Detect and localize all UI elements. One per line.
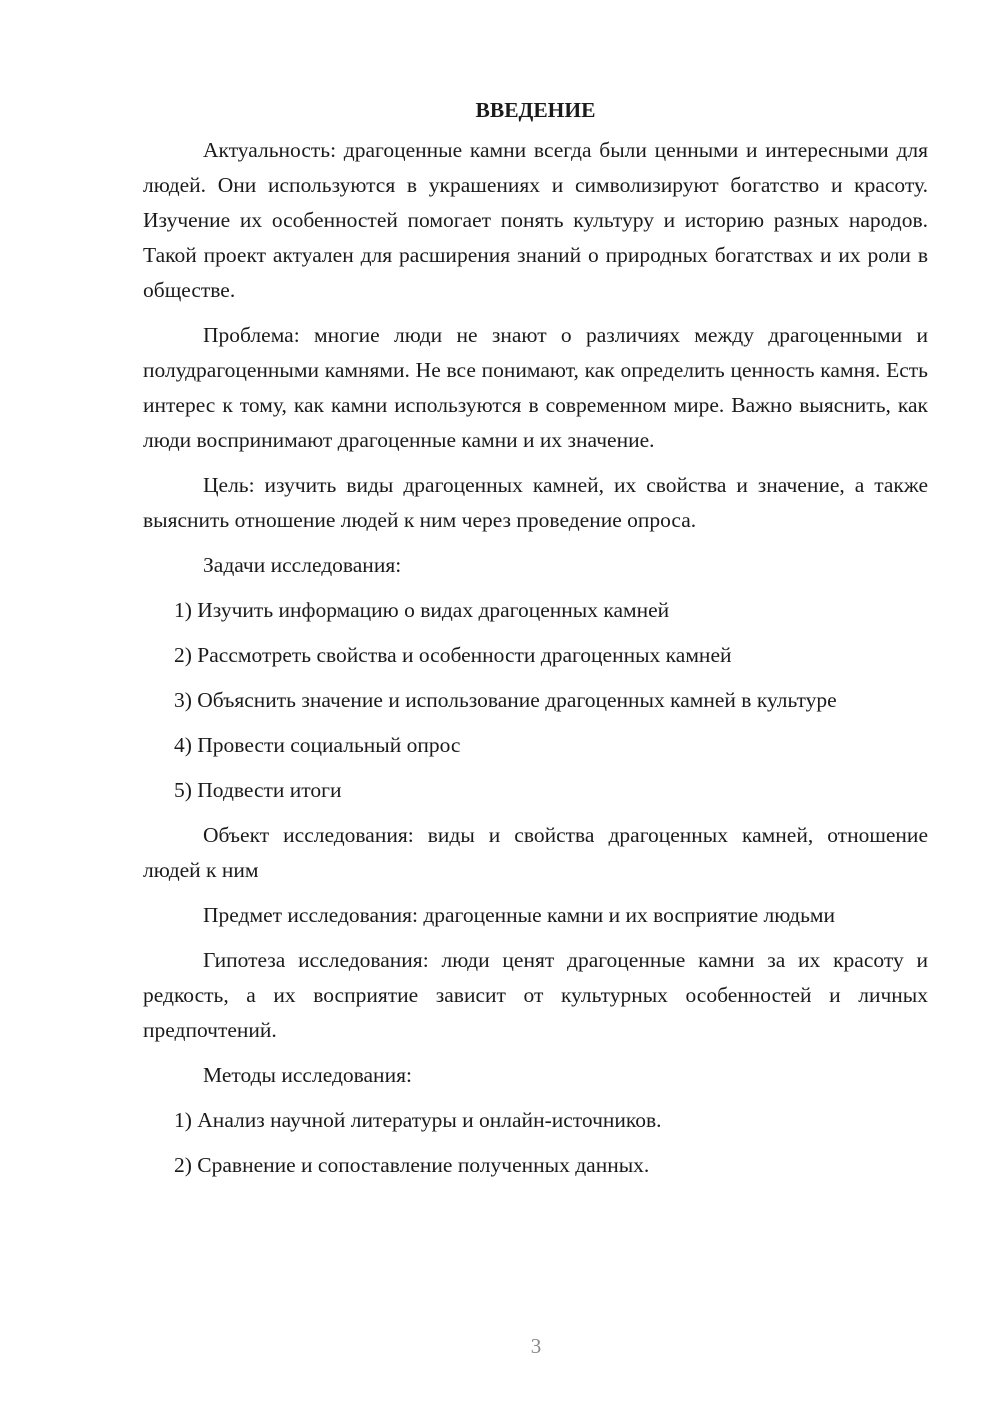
task-item-5: 5) Подвести итоги [174, 778, 342, 802]
methods-title: Методы исследования: [203, 1063, 412, 1087]
task-item-2: 2) Рассмотреть свойства и особенности драгоценных камней [174, 643, 732, 667]
paragraph-actuality: Актуальность: драгоценные камни всегда были ценными и интересными для людей. Они используются в украшениях и символизируют богатство и красоту. Изучение их особенностей помогает понять культуру и историю разных народов. Такой проект актуален для расширения знаний о природных богатствах и их роли в обществе. [143, 138, 928, 302]
page-number: 3 [530, 1334, 542, 1358]
task-item-1: 1) Изучить информацию о видах драгоценных камней [174, 598, 670, 622]
method-item-1: 1) Анализ научной литературы и онлайн-источников. [174, 1108, 662, 1132]
task-item-3: 3) Объяснить значение и использование драгоценных камней в культуре [174, 688, 837, 712]
paragraph-object: Объект исследования: виды и свойства драгоценных камней, отношение людей к ним [143, 823, 928, 882]
paragraph-goal: Цель: изучить виды драгоценных камней, их свойства и значение, а также выяснить отношение людей к ним через проведение опроса. [143, 473, 928, 532]
paragraph-problem: Проблема: многие люди не знают о различиях между драгоценными и полудрагоценными камнями. Не все понимают, как определить ценность камня. Есть интерес к тому, как камни используются в современном мире. Важно выяснить, как люди воспринимают драгоценные камни и их значение. [143, 323, 928, 452]
task-item-4: 4) Провести социальный опрос [174, 733, 461, 757]
document-page [143, 92, 928, 1193]
section-heading: ВВЕДЕНИЕ [475, 98, 596, 122]
paragraph-subject: Предмет исследования: драгоценные камни и их восприятие людьми [203, 903, 836, 927]
paragraph-hypothesis: Гипотеза исследования: люди ценят драгоценные камни за их красоту и редкость, а их восприятие зависит от культурных особенностей и личных предпочтений. [143, 948, 928, 1042]
method-item-2: 2) Сравнение и сопоставление полученных данных. [174, 1153, 650, 1177]
tasks-title: Задачи исследования: [203, 553, 402, 577]
